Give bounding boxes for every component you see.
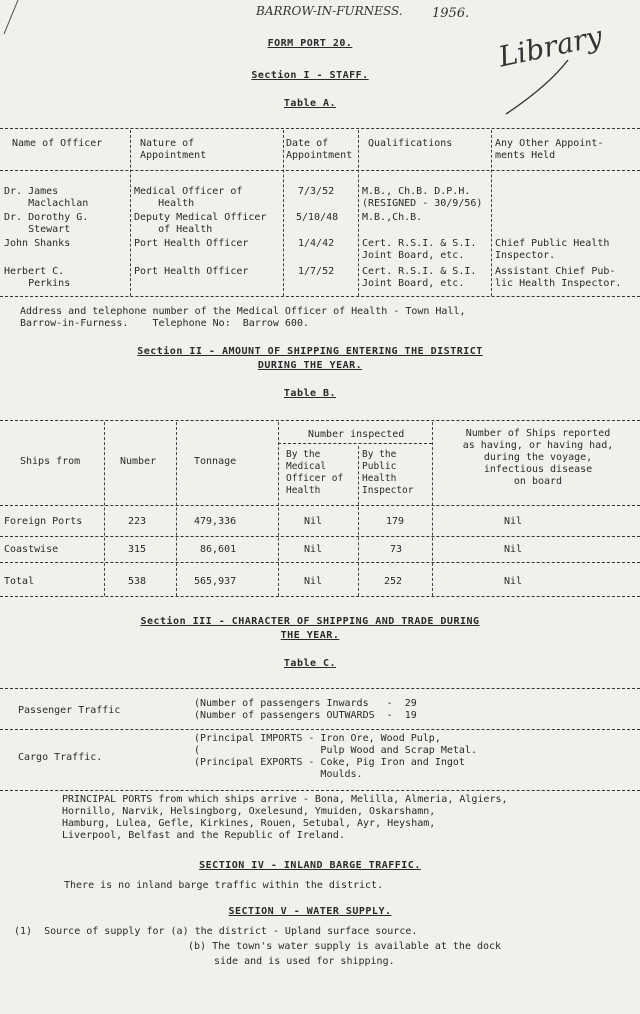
table-b-title: Table B. bbox=[283, 388, 337, 399]
table-b-header-number-inspected: Number inspected bbox=[308, 429, 405, 440]
table-cell: Cert. R.S.I. & S.I. Joint Board, etc. bbox=[362, 238, 477, 261]
table-b-header-number: Number bbox=[120, 456, 157, 467]
table-cell: 7/3/52 bbox=[298, 186, 335, 197]
handwritten-place: BARROW-IN-FURNESS. bbox=[256, 4, 403, 18]
table-b-header-ships-from: Ships from bbox=[20, 456, 81, 467]
table-c-title: Table C. bbox=[283, 658, 337, 669]
table-row: John Shanks bbox=[4, 238, 71, 249]
handwritten-year: 1956. bbox=[432, 6, 470, 21]
table-cell: Nil bbox=[304, 576, 323, 587]
form-title: FORM PORT 20. bbox=[267, 38, 353, 49]
section5-title: SECTION V - WATER SUPPLY. bbox=[228, 906, 392, 917]
table-cell: 565,937 bbox=[194, 576, 237, 587]
address-note: Address and telephone number of the Medical Officer of Health - Town Hall, Barrow-in-Furness. Telephone No: Barrow 600. bbox=[20, 306, 466, 329]
section5-line2: (b) The town's water supply is available at the dock bbox=[188, 941, 502, 952]
table-cell: Nil bbox=[304, 516, 323, 527]
table-b-header-tonnage: Tonnage bbox=[194, 456, 237, 467]
passenger-traffic-label: Passenger Traffic bbox=[18, 705, 121, 716]
table-cell: Nil bbox=[304, 544, 323, 555]
section5-line1: (1) Source of supply for (a) the district - Upland surface source. bbox=[14, 926, 418, 937]
table-a-header-date: Date of Appointment bbox=[286, 138, 353, 161]
corner-mark-icon bbox=[0, 0, 30, 40]
table-a-header-qualifications: Qualifications bbox=[368, 138, 453, 149]
table-cell: 73 bbox=[390, 544, 403, 555]
table-cell: Nil bbox=[504, 516, 523, 527]
table-b-header-reported: Number of Ships reported as having, or having had, during the voyage, infectious disease on board bbox=[462, 428, 614, 487]
table-cell: 5/10/48 bbox=[296, 212, 339, 223]
table-row: Total bbox=[4, 576, 35, 587]
table-cell: Medical Officer of Health bbox=[134, 186, 243, 209]
section2-title: Section II - AMOUNT OF SHIPPING ENTERING THE DISTRICT bbox=[137, 346, 483, 357]
table-cell: 479,336 bbox=[194, 516, 237, 527]
table-a-title: Table A. bbox=[283, 98, 337, 109]
table-cell: Port Health Officer bbox=[134, 266, 249, 277]
table-row: Foreign Ports bbox=[4, 516, 83, 527]
table-row: Dr. Dorothy G. Stewart bbox=[4, 212, 89, 235]
table-cell: 538 bbox=[128, 576, 147, 587]
table-row: Dr. James Maclachlan bbox=[4, 186, 89, 209]
table-cell: Chief Public Health Inspector. bbox=[495, 238, 610, 261]
passenger-traffic-lines: (Number of passengers Inwards - 29 (Number of passengers OUTWARDS - 19 bbox=[194, 698, 417, 721]
section1-title: Section I - STAFF. bbox=[251, 70, 369, 81]
table-a-header-name: Name of Officer bbox=[12, 138, 103, 149]
library-mark: Library bbox=[495, 19, 606, 74]
table-a-header-nature: Nature of Appointment bbox=[140, 138, 207, 161]
table-cell: 86,601 bbox=[200, 544, 237, 555]
table-cell: Nil bbox=[504, 544, 523, 555]
table-cell: Port Health Officer bbox=[134, 238, 249, 249]
section4-text: There is no inland barge traffic within the district. bbox=[64, 880, 384, 891]
table-a-header-other: Any Other Appoint- ments Held bbox=[495, 138, 604, 161]
table-b-header-by-phi: By the Public Health Inspector bbox=[362, 449, 414, 496]
table-cell: 223 bbox=[128, 516, 147, 527]
table-cell: Cert. R.S.I. & S.I. Joint Board, etc. bbox=[362, 266, 477, 289]
section3-title: Section III - CHARACTER OF SHIPPING AND TRADE DURING bbox=[140, 616, 480, 627]
table-b-header-by-moh: By the Medical Officer of Health bbox=[286, 449, 344, 496]
table-cell: 179 bbox=[386, 516, 405, 527]
section2-title-cont: DURING THE YEAR. bbox=[257, 360, 363, 371]
table-cell: Assistant Chief Pub- lic Health Inspector. bbox=[495, 266, 622, 289]
table-cell: 1/4/42 bbox=[298, 238, 335, 249]
section3-title-cont: THE YEAR. bbox=[280, 630, 340, 641]
table-row: Herbert C. Perkins bbox=[4, 266, 71, 289]
library-mark-stroke-icon bbox=[498, 56, 578, 120]
table-cell: M.B., Ch.B. D.P.H. (RESIGNED - 30/9/56) bbox=[362, 186, 483, 209]
table-cell: 252 bbox=[384, 576, 403, 587]
principal-ports: PRINCIPAL PORTS from which ships arrive - Bona, Melilla, Almeria, Algiers, Hornillo, Narvik, Helsingborg, Oxelesund, Ymuiden, Oskarshamn, Hamburg, Lulea, Gefle, Kirkines, Rouen, Setubal, Ayr, Heysham, Liverpool, Belfast and the Republic of Ireland. bbox=[62, 794, 508, 841]
cargo-traffic-label: Cargo Traffic. bbox=[18, 752, 103, 763]
table-cell: Nil bbox=[504, 576, 523, 587]
table-cell: 315 bbox=[128, 544, 147, 555]
table-cell: M.B.,Ch.B. bbox=[362, 212, 423, 223]
section5-line3: side and is used for shipping. bbox=[214, 956, 395, 967]
cargo-traffic-lines: (Principal IMPORTS - Iron Ore, Wood Pulp, ( Pulp Wood and Scrap Metal. (Principal EXPORTS - Coke, Pig Iron and Ingot Moulds. bbox=[194, 733, 477, 780]
section4-title: SECTION IV - INLAND BARGE TRAFFIC. bbox=[199, 860, 421, 871]
table-cell: 1/7/52 bbox=[298, 266, 335, 277]
table-row: Coastwise bbox=[4, 544, 59, 555]
table-cell: Deputy Medical Officer of Health bbox=[134, 212, 267, 235]
